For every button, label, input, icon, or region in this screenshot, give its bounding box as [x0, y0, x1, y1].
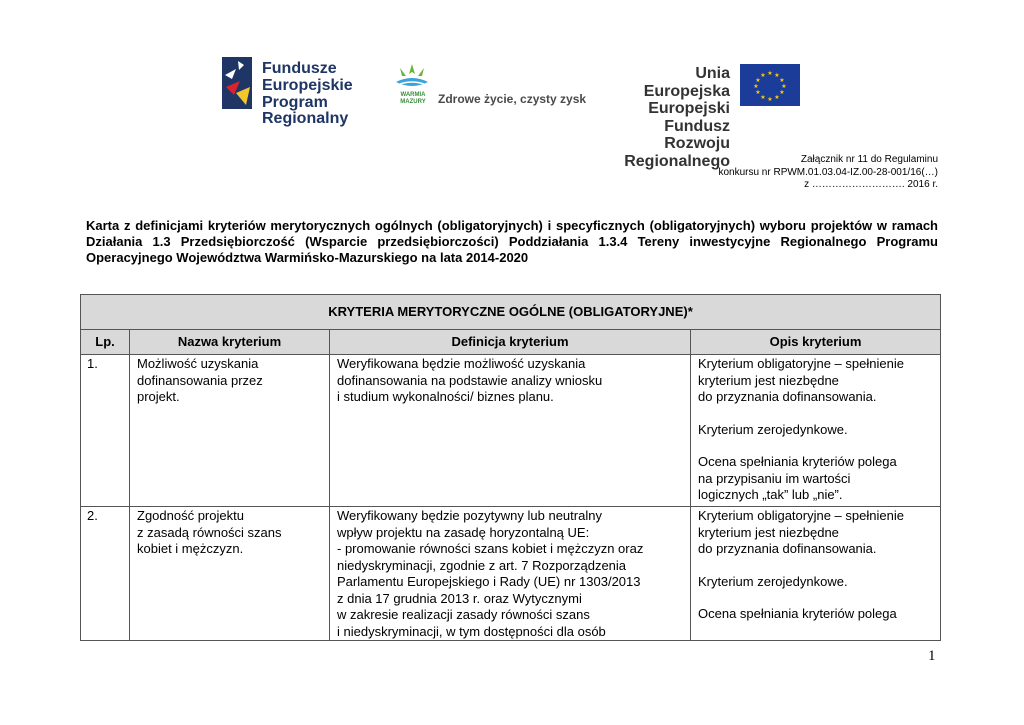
svg-text:★: ★	[781, 83, 787, 90]
svg-text:★: ★	[753, 83, 759, 90]
svg-text:★: ★	[755, 89, 761, 96]
svg-text:★: ★	[779, 89, 785, 96]
ue-line1: Unia Europejska	[643, 65, 730, 100]
cell-definition: Weryfikowana będzie możliwość uzyskania dofinansowania na podstawie analizy wniosku i studium wykonalności/ biznes planu.	[330, 355, 691, 507]
svg-text:★: ★	[767, 96, 773, 103]
svg-text:★: ★	[767, 70, 773, 77]
cell-name: Możliwość uzyskania dofinansowania przez projekt.	[130, 355, 330, 507]
annex-line2: konkursu nr RPWM.01.03.04-IZ.00-28-001/16(…)	[718, 166, 938, 178]
description-paragraph: Ocena spełniania kryteriów polega na przypisaniu im wartości logicznych „tak” lub „nie”.	[698, 454, 897, 502]
document-title: Karta z definicjami kryteriów merytorycznych ogólnych (obligatoryjnych) i specyficznych (obligatoryjnych) wyboru projektów w ramach Działania 1.3 Przedsiębiorczość (Wsparcie przedsiębiorczości) Poddziałania 1.3.4 Tereny inwestycyjne Regionalnego Programu Operacyjnego Województwa Warmińsko-Mazurskiego na lata 2014-2020	[86, 218, 938, 265]
column-header-description: Opis kryterium	[691, 330, 941, 355]
table-row	[81, 355, 941, 507]
column-header-row	[81, 330, 941, 355]
description-paragraph: Kryterium obligatoryjne – spełnienie kryterium jest niezbędne do przyznania dofinansowania.	[698, 508, 904, 556]
cell-name: Zgodność projektu z zasadą równości szans kobiet i mężczyzn.	[130, 507, 330, 641]
fundusze-europejskie-icon	[222, 57, 252, 109]
svg-text:★: ★	[779, 77, 785, 84]
table-heading: KRYTERIA MERYTORYCZNE OGÓLNE (OBLIGATORYJNE)*	[81, 295, 941, 330]
eu-flag-icon	[740, 64, 800, 106]
warmia-mazury-small-text: WARMIA MAZURY	[400, 92, 426, 105]
svg-text:★: ★	[774, 72, 780, 79]
annex-line1: Załącznik nr 11 do Regulaminu	[800, 154, 938, 165]
cell-description	[691, 507, 941, 641]
svg-text:★: ★	[760, 94, 766, 101]
page-number: 1	[928, 648, 936, 664]
fe-line3: Program Regionalny	[262, 93, 349, 128]
cell-description	[691, 355, 941, 507]
warmia-mazury-slogan: Zdrowe życie, czysty zysk	[438, 92, 587, 106]
column-header-lp: Lp.	[81, 330, 130, 355]
svg-text:★: ★	[774, 94, 780, 101]
description-paragraph: Ocena spełniania kryteriów polega	[698, 606, 897, 621]
cell-lp: 1.	[81, 355, 130, 507]
ue-line2: Europejski Fundusz	[648, 100, 730, 135]
fe-line1: Fundusze	[262, 60, 337, 77]
fundusze-europejskie-logo	[222, 55, 358, 128]
description-paragraph: Kryterium zerojedynkowe.	[698, 421, 848, 437]
ue-line3: Rozwoju Regionalnego	[624, 135, 730, 170]
unia-europejska-logo	[620, 62, 810, 170]
annex-note	[718, 154, 938, 192]
column-header-definition: Definicja kryterium	[330, 330, 691, 355]
unia-europejska-text	[620, 65, 730, 171]
svg-text:★: ★	[760, 72, 766, 79]
warmia-mazury-logo	[392, 62, 592, 112]
description-paragraph: Kryterium obligatoryjne – spełnienie kryterium jest niezbędne do przyznania dofinansowania.	[698, 356, 904, 404]
criteria-table	[80, 294, 941, 641]
table-heading-row	[81, 295, 941, 330]
description-paragraph: Kryterium zerojedynkowe.	[698, 573, 848, 589]
cell-lp: 2.	[81, 507, 130, 641]
annex-line3: z ………………………. 2016 r.	[804, 179, 938, 190]
svg-text:★: ★	[755, 77, 761, 84]
fundusze-europejskie-text	[262, 61, 358, 128]
fe-line2: Europejskie	[262, 76, 353, 94]
column-header-name: Nazwa kryterium	[130, 330, 330, 355]
cell-definition: Weryfikowany będzie pozytywny lub neutralny wpływ projektu na zasadę horyzontalną UE: - promowanie równości szans kobiet i mężczyzn oraz niedyskryminacji, zgodnie z art. 7 Rozporządzenia Parlamentu Europejskiego i Rady (UE) nr 1303/2013 z dnia 17 grudnia 2013 r. oraz Wytycznymi w zakresie realizacji zasady równości szans i niedyskryminacji, w tym dostępności dla osób	[330, 507, 691, 641]
table-row	[81, 507, 941, 641]
